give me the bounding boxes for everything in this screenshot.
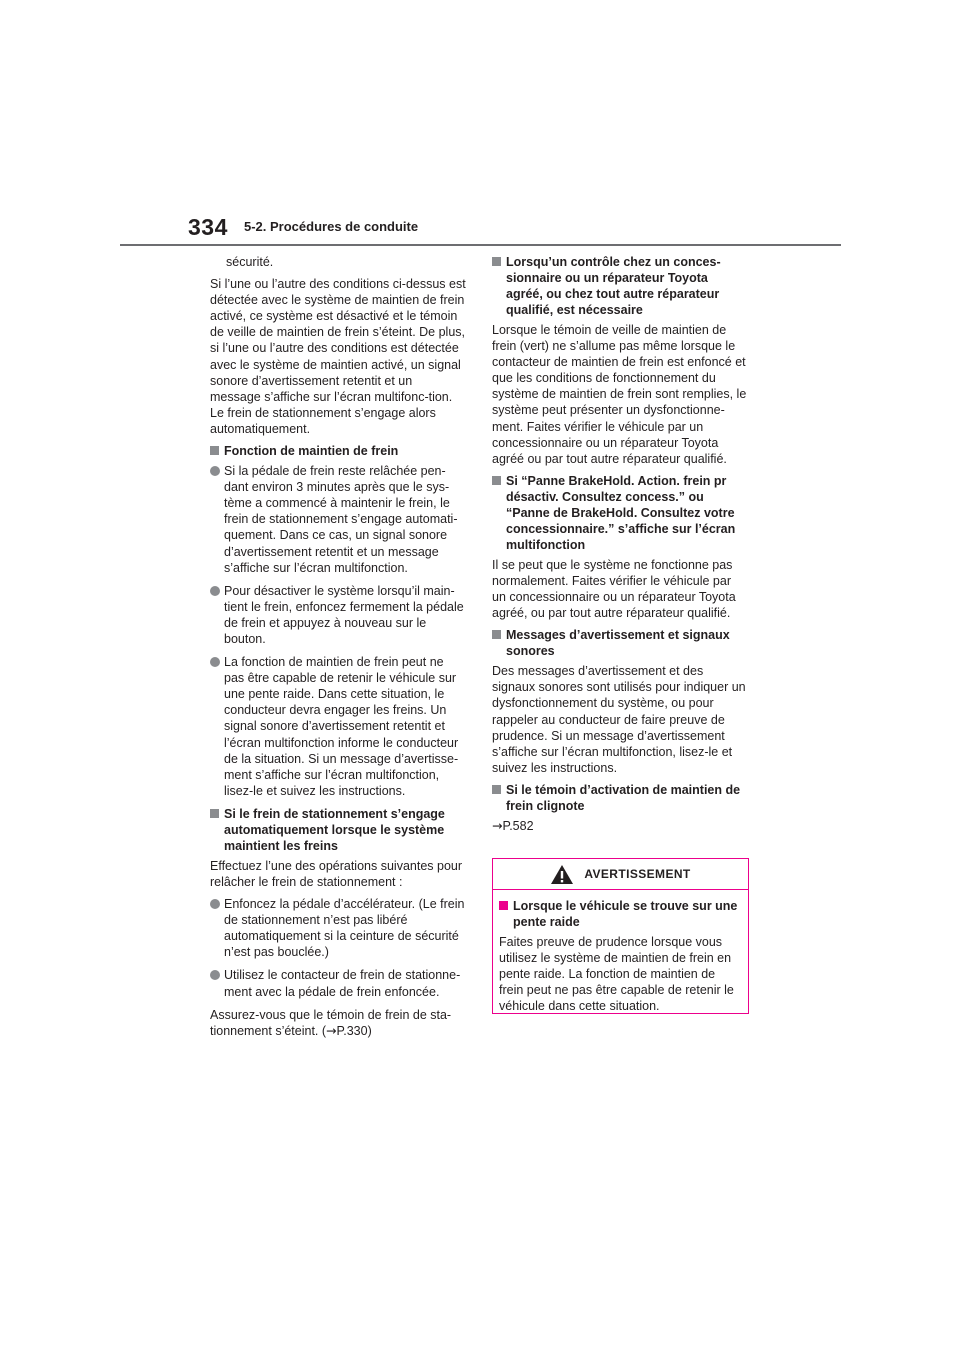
section-intro: Effectuez l’une des opérations suivantes pour relâcher le frein de stationnement : xyxy=(210,858,463,889)
circle-bullet-icon xyxy=(210,970,220,980)
page-reference-link[interactable]: P.582 xyxy=(502,818,534,833)
circle-bullet-icon xyxy=(210,586,220,596)
circle-bullet-icon xyxy=(210,466,220,476)
arrow-right-icon: → xyxy=(492,817,503,833)
square-bullet-icon xyxy=(210,446,219,455)
page-reference xyxy=(492,818,748,834)
header-divider xyxy=(120,244,841,246)
warning-header xyxy=(493,859,748,890)
list-item-text: Utilisez le contacteur de frein de stationne-ment avec la pédale de frein enfoncée. xyxy=(224,968,461,999)
section-outro xyxy=(210,1007,466,1039)
right-column xyxy=(492,254,748,840)
warning-body xyxy=(493,890,748,1014)
circle-bullet-icon xyxy=(210,899,220,909)
list-item xyxy=(210,967,466,999)
square-bullet-icon xyxy=(492,476,501,485)
list-item-text: Pour désactiver le système lorsqu’il main-tient le frein, enfoncez fermement la pédale de frein et appuyez à nouveau sur le bouton. xyxy=(224,583,464,646)
warning-title: AVERTISSEMENT xyxy=(584,867,691,881)
heading-text: Si le témoin d’activation de maintien de frein clignote xyxy=(506,782,741,813)
list-item-text: Enfoncez la pédale d’accélérateur. (Le frein de stationnement n’est pas libéré automatiquement si la ceinture de sécurité n’est pas bouclée.) xyxy=(224,897,465,960)
warning-text: Faites preuve de prudence lorsque vous utilisez le système de maintien de frein en pente raide. La fonction de maintien de frein peut ne pas être capable de retenir le véhicule dans cette situation. xyxy=(499,935,734,1014)
page-reference-link[interactable]: P.330 xyxy=(336,1023,368,1038)
heading-text: Si “Panne BrakeHold. Action. frein pr désactiv. Consultez concess.” ou “Panne de BrakeHold. Consultez votre concessionnaire.” s’affiche sur l’écran multifonction xyxy=(506,473,736,552)
arrow-right-icon: → xyxy=(326,1022,337,1038)
section-title: 5-2. Procédures de conduite xyxy=(244,219,419,234)
page-number: 334 xyxy=(188,214,228,240)
list-item xyxy=(210,654,466,799)
square-bullet-icon xyxy=(210,809,219,818)
section-heading-brake-hold-function xyxy=(210,443,466,459)
section-body: Il se peut que le système ne fonctionne pas normalement. Faites vérifier le véhicule par un concessionnaire ou un réparateur Toyota agréé, ou par tout autre réparateur qualifié. xyxy=(492,557,736,621)
section-heading-warning-messages xyxy=(492,627,748,659)
heading-text: Fonction de maintien de frein xyxy=(224,444,399,459)
section-body: Lorsque le témoin de veille de maintien de frein (vert) ne s’allume pas même lorsque le contacteur de maintien de frein est enfoncé et que les conditions de fonctionnement du système de maintien de frein sont remplies, le système peut présenter un dysfonctionne-ment. Faites vérifier le véhicule par un concessionnaire ou un réparateur Toyota agréé ou par tout autre réparateur qualifié. xyxy=(492,323,747,466)
heading-text: Lorsque le véhicule se trouve sur une pente raide xyxy=(513,899,738,929)
square-bullet-icon xyxy=(499,901,508,910)
list-item xyxy=(210,896,466,960)
warning-box xyxy=(492,858,749,1014)
section-heading-dealer-check xyxy=(492,254,748,318)
square-bullet-icon xyxy=(492,785,501,794)
list-item xyxy=(210,583,466,647)
intro-paragraph: Si l’une ou l’autre des conditions ci-dessus est détectée avec le système de maintien de frein activé, ce système est désactivé et le témoin de veille de maintien de frein s’éteint. De plus, si l’une ou l’autre des conditions est détectée avec le système de maintien activé, un signal sonore d’avertissement retentit et un message s’affiche sur l’écran multifonc-tion. Le frein de stationnement s’engage alors automatiquement. xyxy=(210,277,466,436)
heading-text: Si le frein de stationnement s’engage automatiquement lorsque le système maintient les freins xyxy=(224,806,445,853)
left-column xyxy=(210,254,466,1045)
section-heading-indicator-flashing xyxy=(492,782,748,814)
list-item-text: Si la pédale de frein reste relâchée pen-dant environ 3 minutes après que le sys-tème a commencé à maintenir le frein, le frein de stationnement s’engage automati-quement. Dans ce cas, un signal sonore d’avertissement retentit et un message s’affiche sur l’écran multifonction. xyxy=(224,464,458,575)
warning-triangle-icon xyxy=(550,864,574,885)
continued-text: sécurité. xyxy=(226,255,274,269)
section-heading-parking-brake-auto xyxy=(210,806,466,854)
heading-text: Messages d’avertissement et signaux sonores xyxy=(506,628,730,659)
square-bullet-icon xyxy=(492,630,501,639)
circle-bullet-icon xyxy=(210,657,220,667)
outro-suffix: ) xyxy=(367,1023,372,1038)
section-heading-brakehold-failure-message xyxy=(492,473,748,553)
outro-text: Assurez-vous que le témoin de frein de sta-tionnement s’éteint. ( xyxy=(210,1007,452,1038)
list-item-text: La fonction de maintien de frein peut ne pas être capable de retenir le véhicule sur une pente raide. Dans cette situation, le conducteur devra engager les freins. Un signal sonore d’avertissement retentit et l’écran multifonction informe le conducteur de la situation. Si un message d’avertisse-ment s’affiche sur l’écran multifonction, lisez-le et suivez les instructions. xyxy=(224,655,459,798)
list-item xyxy=(210,463,466,576)
section-body: Des messages d’avertissement et des signaux sonores sont utilisés pour indiquer un dysfonctionnement du système, ou pour rappeler au conducteur de faire preuve de prudence. Si un message d’avertissement s’affiche sur l’écran multifonction, lisez-le et suivez les instructions. xyxy=(492,664,746,775)
heading-text: Lorsqu’un contrôle chez un conces-sionnaire ou un réparateur Toyota agréé, ou chez tout autre réparateur qualifié, est nécessaire xyxy=(506,255,721,317)
square-bullet-icon xyxy=(492,257,501,266)
warning-heading xyxy=(499,898,742,930)
